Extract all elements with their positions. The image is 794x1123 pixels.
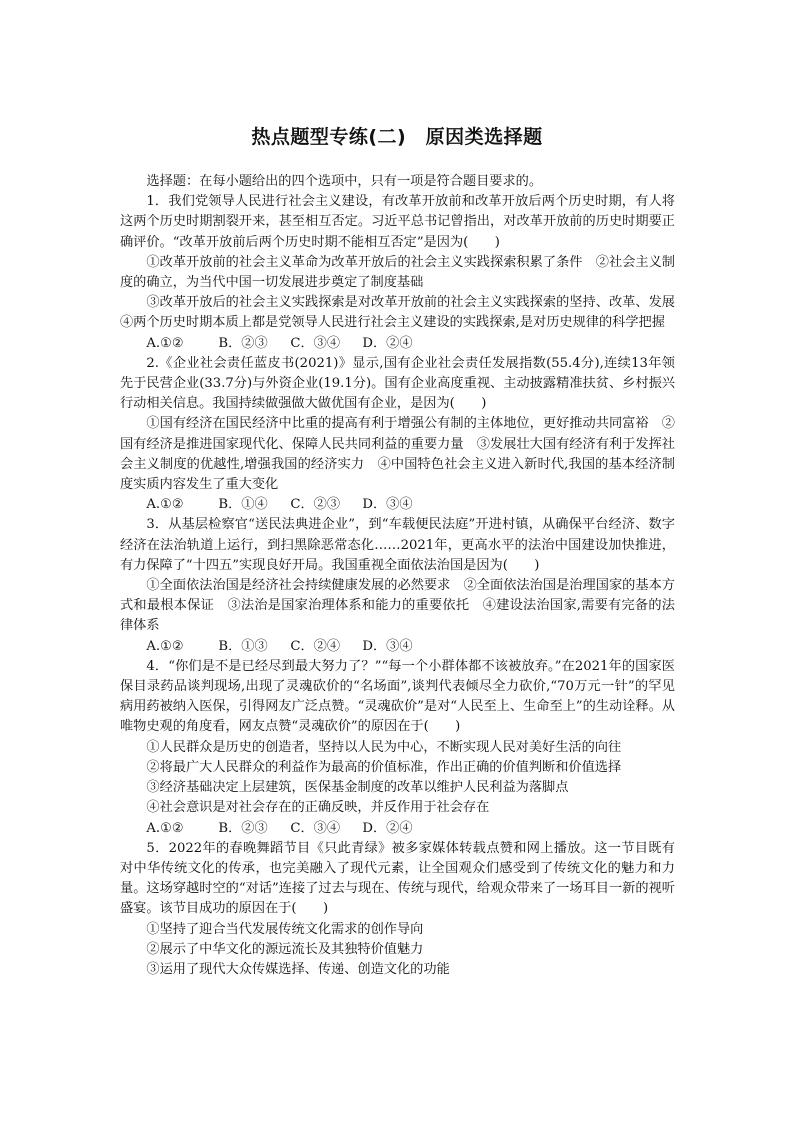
question-5 xyxy=(120,839,675,980)
question-statement: ①全面依法治国是经济社会持续健康发展的必然要求 ②全面依法治国是治理国家的基本方式和最根本保证 ③法治是国家治理体系和能力的重要依托 ④建设法治国家,需要有完备的法律体系 xyxy=(120,578,675,634)
option-d: D．②④ xyxy=(362,335,413,351)
question-statement: ④社会意识是对社会存在的正确反映，并反作用于社会存在 xyxy=(146,800,490,816)
answer-options xyxy=(120,495,675,515)
question-1 xyxy=(120,192,689,354)
option-c: C．②④ xyxy=(290,638,341,654)
answer-options xyxy=(120,334,675,354)
question-statement: ③经济基础决定上层建筑，医保基金制度的改革以维护人民利益为落脚点 xyxy=(146,780,569,796)
option-c: C．②③ xyxy=(290,497,341,513)
option-b: B．①④ xyxy=(218,497,268,513)
option-d: D．③④ xyxy=(362,638,413,654)
question-stem: 5．2022年的春晚舞蹈节目《只此青绿》被多家媒体转载点赞和网上播放。这一节目既有对中华传统文化的传承，也完美融入了现代元素，让全国观众们感受到了传统文化的魅力和力量。这场穿越时空的“对话”连接了过去与现在、传统与现代，给观众带来了一场耳目一新的视听盛宴。该节目成功的原因在于( ) xyxy=(120,840,675,917)
question-statement: ②展示了中华文化的源远流长及其独特价值魅力 xyxy=(146,941,424,957)
option-b: B．②③ xyxy=(218,335,268,351)
question-content xyxy=(120,172,689,980)
question-statement: ①人民群众是历史的创造者，坚持以人民为中心，不断实现人民对美好生活的向往 xyxy=(146,739,622,755)
option-b: B．①③ xyxy=(218,638,268,654)
option-c: C．③④ xyxy=(290,335,341,351)
question-3 xyxy=(120,515,675,656)
question-stem: 3．从基层检察官“送民法典进企业”，到“车载便民法庭”开进村镇，从确保平台经济、数字经济在法治轨道上运行，到扫黑除恶常态化……2021年，更高水平的法治中国建设加快推进，有力保障了“十四五”实现良好开局。我国重视全面依法治国是因为( ) xyxy=(120,517,675,573)
answer-options xyxy=(120,637,675,657)
option-d: D．③④ xyxy=(362,497,413,513)
option-a: A.①② xyxy=(146,497,184,513)
question-stem: 4．“你们是不是已经尽到最大努力了？”“每一个小群体都不该被放弃。”在2021年的国家医保目录药品谈判现场,出现了灵魂砍价的“名场面”,谈判代表倾尽全力砍价,“70万元一针”的罕见病用药被纳入医保，引得网友广泛点赞。“灵魂砍价”是对“人民至上、生命至上”的生动诠释。从唯物史观的角度看，网友点赞“灵魂砍价”的原因在于( ) xyxy=(120,658,675,735)
question-statement: ①坚持了迎合当代发展传统文化需求的创作导向 xyxy=(146,921,424,937)
option-b: B．②③ xyxy=(218,820,268,836)
question-stem: 2.《企业社会责任蓝皮书(2021)》显示,国有企业社会责任发展指数(55.4分),连续13年领先于民营企业(33.7分)与外资企业(19.1分)。国有企业高度重视、主动披露精准扶贫、乡村振兴行动相关信息。我国持续做强做大做优国有企业，是因为( ) xyxy=(120,355,675,412)
option-a: A.①② xyxy=(146,820,184,836)
option-d: D．②④ xyxy=(362,820,413,836)
page-title: 热点题型专练(二) 原因类选择题 xyxy=(251,126,543,148)
question-statement: ③运用了现代大众传媒选择、传递、创造文化的功能 xyxy=(146,961,450,977)
question-statement: ②将最广大人民群众的利益作为最高的价值标准，作出正确的价值判断和价值选择 xyxy=(146,759,622,775)
instructions: 选择题：在每小题给出的四个选项中，只有一项是符合题目要求的。 xyxy=(146,174,543,189)
answer-options xyxy=(120,819,675,839)
question-statement: ①国有经济在国民经济中比重的提高有利于增强公有制的主体地位，更好推动共同富裕 ②国有经济是推进国家现代化、保障人民共同利益的重要力量 ③发展壮大国有经济有利于发挥社会主义制度的优越性,增强我国的经济实力 ④中国特色社会主义进入新时代,我国的基本经济制度实质内容发生了重大变化 xyxy=(120,416,675,493)
option-a: A.①② xyxy=(146,638,184,654)
option-a: A.①② xyxy=(146,335,184,351)
question-statement: ③改革开放后的社会主义实践探索是对改革开放前的社会主义实践探索的坚持、改革、发展 ④两个历史时期本质上都是党领导人民进行社会主义建设的实践探索,是对历史规律的科学把握 xyxy=(120,295,689,331)
question-statement: ①改革开放前的社会主义革命为改革开放后的社会主义实践探索积累了条件 ②社会主义制度的确立，为当代中国一切发展进步奠定了制度基础 xyxy=(120,254,675,291)
question-4 xyxy=(120,657,675,839)
option-c: C．③④ xyxy=(290,820,341,836)
question-stem: 1．我们党领导人民进行社会主义建设，有改革开放前和改革开放后两个历史时期，有人将这两个历史时期割裂开来，甚至相互否定。习近平总书记曾指出，对改革开放前的历史时期要正确评价。“改革开放前后两个历史时期不能相互否定”是因为( ) xyxy=(120,194,675,250)
question-2 xyxy=(120,354,675,516)
